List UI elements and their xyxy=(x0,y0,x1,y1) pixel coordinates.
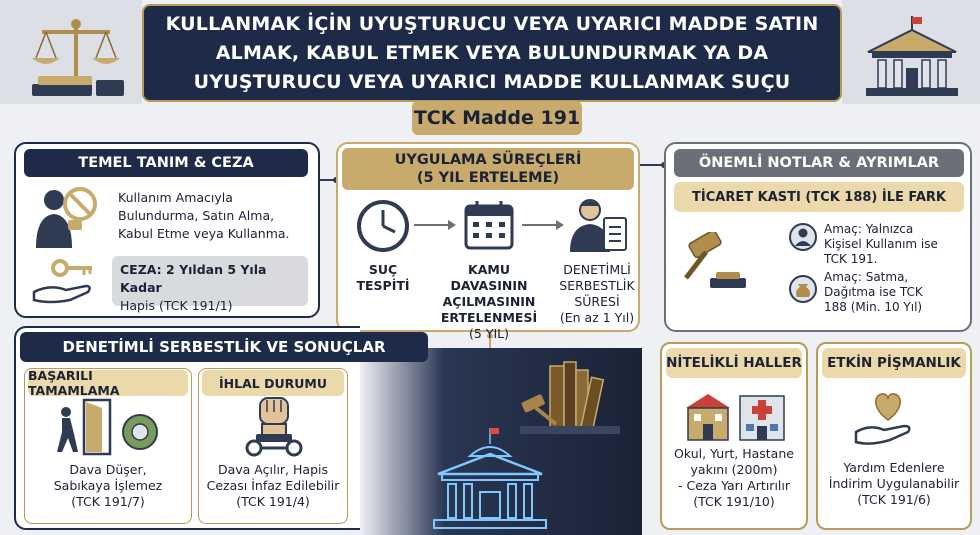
ticaret-subheader: TİCARET KASTI (TCK 188) İLE FARK xyxy=(674,182,964,212)
person-exiting-door-icon xyxy=(52,398,160,456)
step-3-line-1: DENETİMLİ xyxy=(563,262,631,277)
uygulama-header xyxy=(342,148,634,190)
ihlal-line-1: Dava Açılır, Hapis xyxy=(217,462,328,477)
step-3-label xyxy=(556,262,638,326)
nitelikli-header: NİTELİKLİ HALLER xyxy=(666,348,802,378)
nitelikli-line-2: yakını (200m) xyxy=(690,462,778,477)
arrow-right-icon xyxy=(414,218,456,232)
hand-with-key-icon xyxy=(30,256,100,306)
denetimli-header: DENETİMLİ SERBESTLİK VE SONUÇLAR xyxy=(20,332,428,362)
etkin-line-3: (TCK 191/6) xyxy=(857,492,931,507)
gavel-icon xyxy=(676,232,750,292)
step-2-line-4: (5 YIL) xyxy=(469,326,509,341)
arrow-right-icon xyxy=(522,218,564,232)
step-2-label xyxy=(428,262,550,342)
etkin-line-2: İndirim Uygulanabilir xyxy=(828,476,960,491)
basarili-line-2: Sabıkaya İşlemez xyxy=(53,478,163,493)
ceza-line-2: Hapis (TCK 191/1) xyxy=(120,298,233,313)
person-icon xyxy=(788,222,818,252)
glowing-courthouse-icon xyxy=(430,426,550,532)
uygulama-header-line-1: UYGULAMA SÜREÇLERİ xyxy=(394,152,582,168)
etkin-line-1: Yardım Edenlere xyxy=(843,460,945,475)
temel-header: TEMEL TANIM & CEZA xyxy=(24,149,308,177)
money-bag-icon xyxy=(788,274,818,304)
basarili-line-3: (TCK 191/7) xyxy=(71,494,145,509)
officer-with-clipboard-icon xyxy=(568,196,630,254)
nitelikli-line-3: - Ceza Yarı Artırılır xyxy=(677,478,791,493)
amac-2-line-3: 188 (Min. 10 Yıl) xyxy=(824,300,923,314)
ihlal-text xyxy=(200,462,346,510)
title-line-3: UYUŞTURUCU VEYA UYARICI MADDE KULLANMAK SUÇU xyxy=(193,70,791,93)
temel-def-line-1: Kullanım Amacıyla xyxy=(118,190,233,205)
step-3-line-3: SÜRESİ xyxy=(574,294,620,309)
nitelikli-line-1: Okul, Yurt, Hastane xyxy=(674,446,794,461)
amac-1-line-2: Kişisel Kullanım ise xyxy=(824,237,938,251)
temel-def-line-2: Bulundurma, Satın Alma, xyxy=(118,208,275,223)
amac-2-line-2: Dağıtma ise TCK xyxy=(824,285,923,299)
amac-1-line-1: Amaç: Yalnızca xyxy=(824,222,914,236)
amac-1 xyxy=(824,222,969,267)
ihlal-line-2: Cezası İnfaz Edilebilir xyxy=(206,478,340,493)
step-1-label xyxy=(350,262,416,294)
ihlal-line-3: (TCK 191/4) xyxy=(236,494,310,509)
hand-holding-heart-icon xyxy=(852,388,924,448)
step-3-line-2: SERBESTLİK xyxy=(559,278,635,293)
step-2-line-1: KAMU DAVASININ xyxy=(450,262,528,293)
amac-1-line-3: TCK 191. xyxy=(824,252,878,266)
ceza-line-1: CEZA: 2 Yıldan 5 Yıla Kadar xyxy=(120,262,267,295)
calendar-icon xyxy=(462,198,516,252)
step-3-line-4: (En az 1 Yıl) xyxy=(559,310,635,325)
amac-2-line-1: Amaç: Satma, xyxy=(824,270,909,284)
basarili-text xyxy=(28,462,188,510)
nitelikli-line-4: (TCK 191/10) xyxy=(693,494,775,509)
person-with-prohibited-item-icon xyxy=(30,182,100,250)
etkin-header: ETKİN PİŞMANLIK xyxy=(822,348,966,378)
step-1-line-1: SUÇ xyxy=(368,262,398,277)
handcuffed-fist-icon xyxy=(244,396,304,458)
nitelikli-text xyxy=(662,446,806,510)
basarili-header: BAŞARILI TAMAMLAMA xyxy=(28,370,188,396)
ceza-box xyxy=(112,256,308,313)
etkin-text xyxy=(818,460,970,508)
step-1-line-2: TESPİTİ xyxy=(356,278,410,293)
title-line-1: KULLANMAK İÇİN UYUŞTURUCU VEYA UYARICI MADDE SATIN xyxy=(165,12,819,35)
onemli-header: ÖNEMLİ NOTLAR & AYRIMLAR xyxy=(674,149,964,177)
temel-def-line-3: Kabul Etme veya Kullanma. xyxy=(118,226,290,241)
title-line-2: ALMAK, KABUL ETMEK VEYA BULUNDURMAK YA DA xyxy=(215,41,769,64)
uygulama-header-line-2: (5 YIL ERTELEME) xyxy=(416,170,560,186)
step-2-line-3: ERTELENMESİ xyxy=(440,310,538,325)
basarili-line-1: Dava Düşer, xyxy=(69,462,147,477)
amac-2 xyxy=(824,270,969,315)
clock-icon xyxy=(355,198,411,254)
step-2-line-2: AÇILMASININ xyxy=(442,294,536,309)
article-badge: TCK Madde 191 xyxy=(412,101,582,135)
school-and-hospital-icon xyxy=(684,388,788,442)
law-books-and-gavel-icon xyxy=(520,360,620,436)
ihlal-header: İHLAL DURUMU xyxy=(202,370,344,396)
